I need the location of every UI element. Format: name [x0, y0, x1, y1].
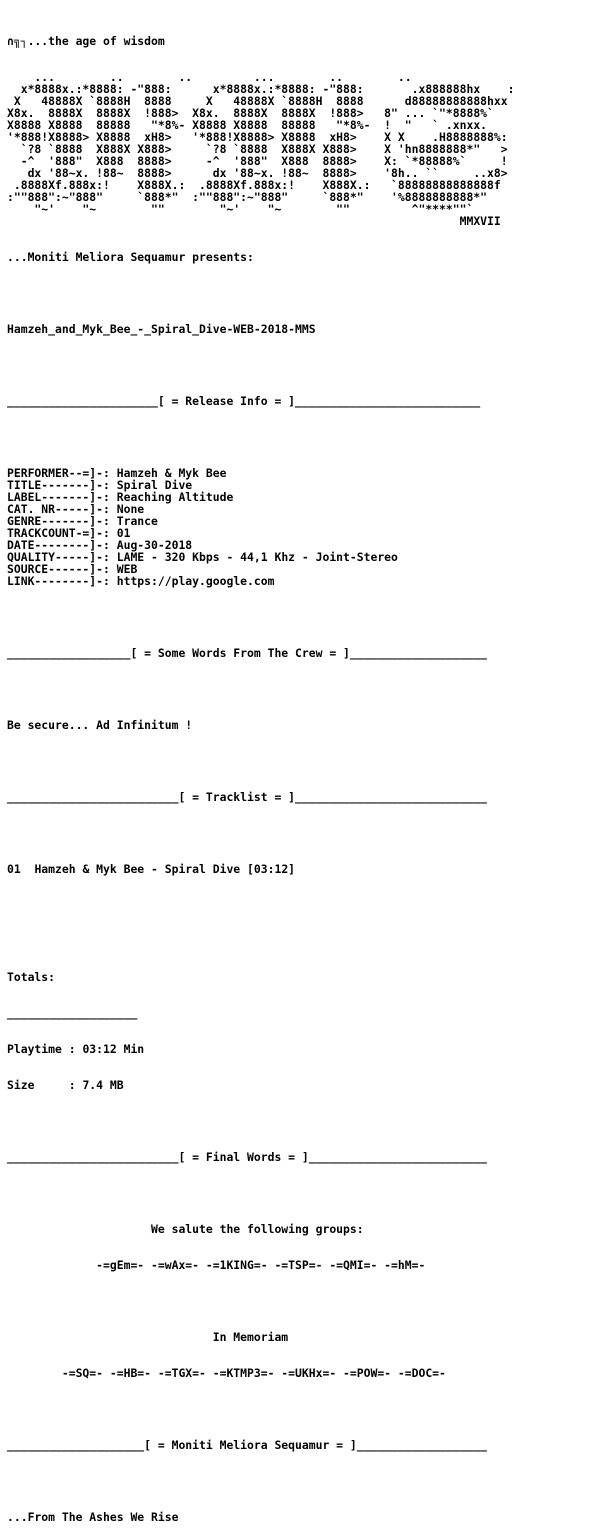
intro-text: ...Moniti Meliora Sequamur presents: — [7, 250, 254, 264]
release-info-label: CAT. NR-----]-: — [7, 502, 117, 516]
release-info-label: LABEL-------]-: — [7, 490, 117, 504]
release-info-label: TITLE-------]-: — [7, 478, 117, 492]
playtime-label: Playtime : — [7, 1042, 83, 1056]
size-label: Size : — [7, 1078, 83, 1092]
logo-line: "~' "~ "" "~' "~ "" ^"****""` — [7, 202, 474, 216]
ascii-logo — [7, 71, 514, 227]
track-title: Hamzeh & Myk Bee - Spiral Dive — [34, 862, 241, 876]
nfo-document — [7, 11, 514, 1535]
release-info-value: WEB — [116, 562, 138, 576]
logo-line: x*8888x.:*8888: -"888: x*8888x.:*8888: -"888: .x888888hx : — [7, 82, 515, 96]
playtime-value: 03:12 Min — [82, 1042, 145, 1056]
logo-line: '*888!X8888> X8888 xH8> '*888!X8888> X8888 xH8> X X .H8888888%: — [7, 130, 508, 144]
playtime-row — [7, 1043, 514, 1055]
logo-line: MMXVII — [7, 214, 501, 228]
tagline: ∩╗┐...the age of wisdom — [7, 34, 165, 48]
release-info-value: Trance — [116, 514, 158, 528]
size-row — [7, 1079, 514, 1091]
track-number: 01 — [7, 862, 21, 876]
logo-line: -^ '888" X888 8888> -^ '888" X888 8888> X: `*88888%` ! — [7, 154, 508, 168]
tracklist-divider: _________________________[ = Tracklist = ]____________________________ — [7, 790, 488, 804]
totals-underline: ___________________ — [7, 1006, 138, 1020]
crew-words-text: Be secure... Ad Infinitum ! — [7, 718, 193, 732]
logo-line: X 48888X `8888H 8888 X 48888X `8888H 8888 d88888888888hxx — [7, 94, 508, 108]
release-info-divider: ______________________[ = Release Info = ]___________________________ — [7, 394, 481, 408]
release-info-label: LINK--------]-: — [7, 574, 117, 588]
release-info-value: Spiral Dive — [116, 478, 193, 492]
memoriam-heading: In Memoriam — [7, 1330, 289, 1344]
logo-line: :""888":~"888" `888*" :""888":~"888" `888*" '%8888888888*" — [7, 190, 488, 204]
size-value: 7.4 MB — [82, 1078, 124, 1092]
release-info-row — [7, 575, 514, 587]
release-info-label: QUALITY-----]-: — [7, 550, 117, 564]
final-words-divider: _________________________[ = Final Words = ]__________________________ — [7, 1150, 488, 1164]
totals-heading: Totals: — [7, 970, 56, 984]
tracklist — [7, 863, 514, 875]
track-duration: [03:12] — [247, 862, 296, 876]
crew-words-divider: __________________[ = Some Words From The Crew = ]____________________ — [7, 646, 488, 660]
release-info-label: TRACKCOUNT-=]-: — [7, 526, 117, 540]
release-info-value: Reaching Altitude — [116, 490, 234, 504]
salute-groups: -=gEm=- -=wAx=- -=1KING=- -=TSP=- -=QMI=- -=hM=- — [7, 1258, 426, 1272]
release-info-value: Aug-30-2018 — [116, 538, 193, 552]
footer-text: ...From The Ashes We Rise — [7, 1510, 179, 1524]
logo-line: ... .. .. ... .. .. — [7, 70, 412, 84]
logo-line: `?8 `8888 X888X X888> `?8 `8888 X888X X888> X 'hn8888888*" > — [7, 142, 508, 156]
logo-line: dx '88~x. !88~ 8888> dx '88~x. !88~ 8888> '8h.. `` ..x8> — [7, 166, 508, 180]
release-info-value: None — [116, 502, 145, 516]
release-info-label: GENRE-------]-: — [7, 514, 117, 528]
release-info-value: LAME - 320 Kbps - 44,1 Khz - Joint-Stereo — [116, 550, 398, 564]
release-info-label: DATE--------]-: — [7, 538, 117, 552]
release-info-list — [7, 467, 514, 587]
release-info-value: https://play.google.com — [116, 574, 275, 588]
track-row — [7, 863, 514, 875]
release-info-label: SOURCE------]-: — [7, 562, 117, 576]
release-info-value: 01 — [116, 526, 131, 540]
memoriam-groups: -=SQ=- -=HB=- -=TGX=- -=KTMP3=- -=UKHx=- -=POW=- -=DOC=- — [7, 1366, 446, 1380]
release-info-value: Hamzeh & Myk Bee — [116, 466, 227, 480]
logo-line: X8888 X8888 88888 "*8%- X8888 X8888 88888 "*8%- ! " ` .xnxx. — [7, 118, 488, 132]
group-footer-divider: ____________________[ = Moniti Meliora Sequamur = ]___________________ — [7, 1438, 488, 1452]
release-info-label: PERFORMER--=]-: — [7, 466, 117, 480]
logo-line: X8x. 8888X 8888X !888> X8x. 8888X 8888X !888> 8" ... `"*8888%` — [7, 106, 494, 120]
logo-line: .8888Xf.888x:! X888X.: .8888Xf.888x:! X888X.: `88888888888888f — [7, 178, 501, 192]
salute-heading: We salute the following groups: — [7, 1222, 364, 1236]
release-name: Hamzeh_and_Myk_Bee_-_Spiral_Dive-WEB-2018-MMS — [7, 322, 316, 336]
